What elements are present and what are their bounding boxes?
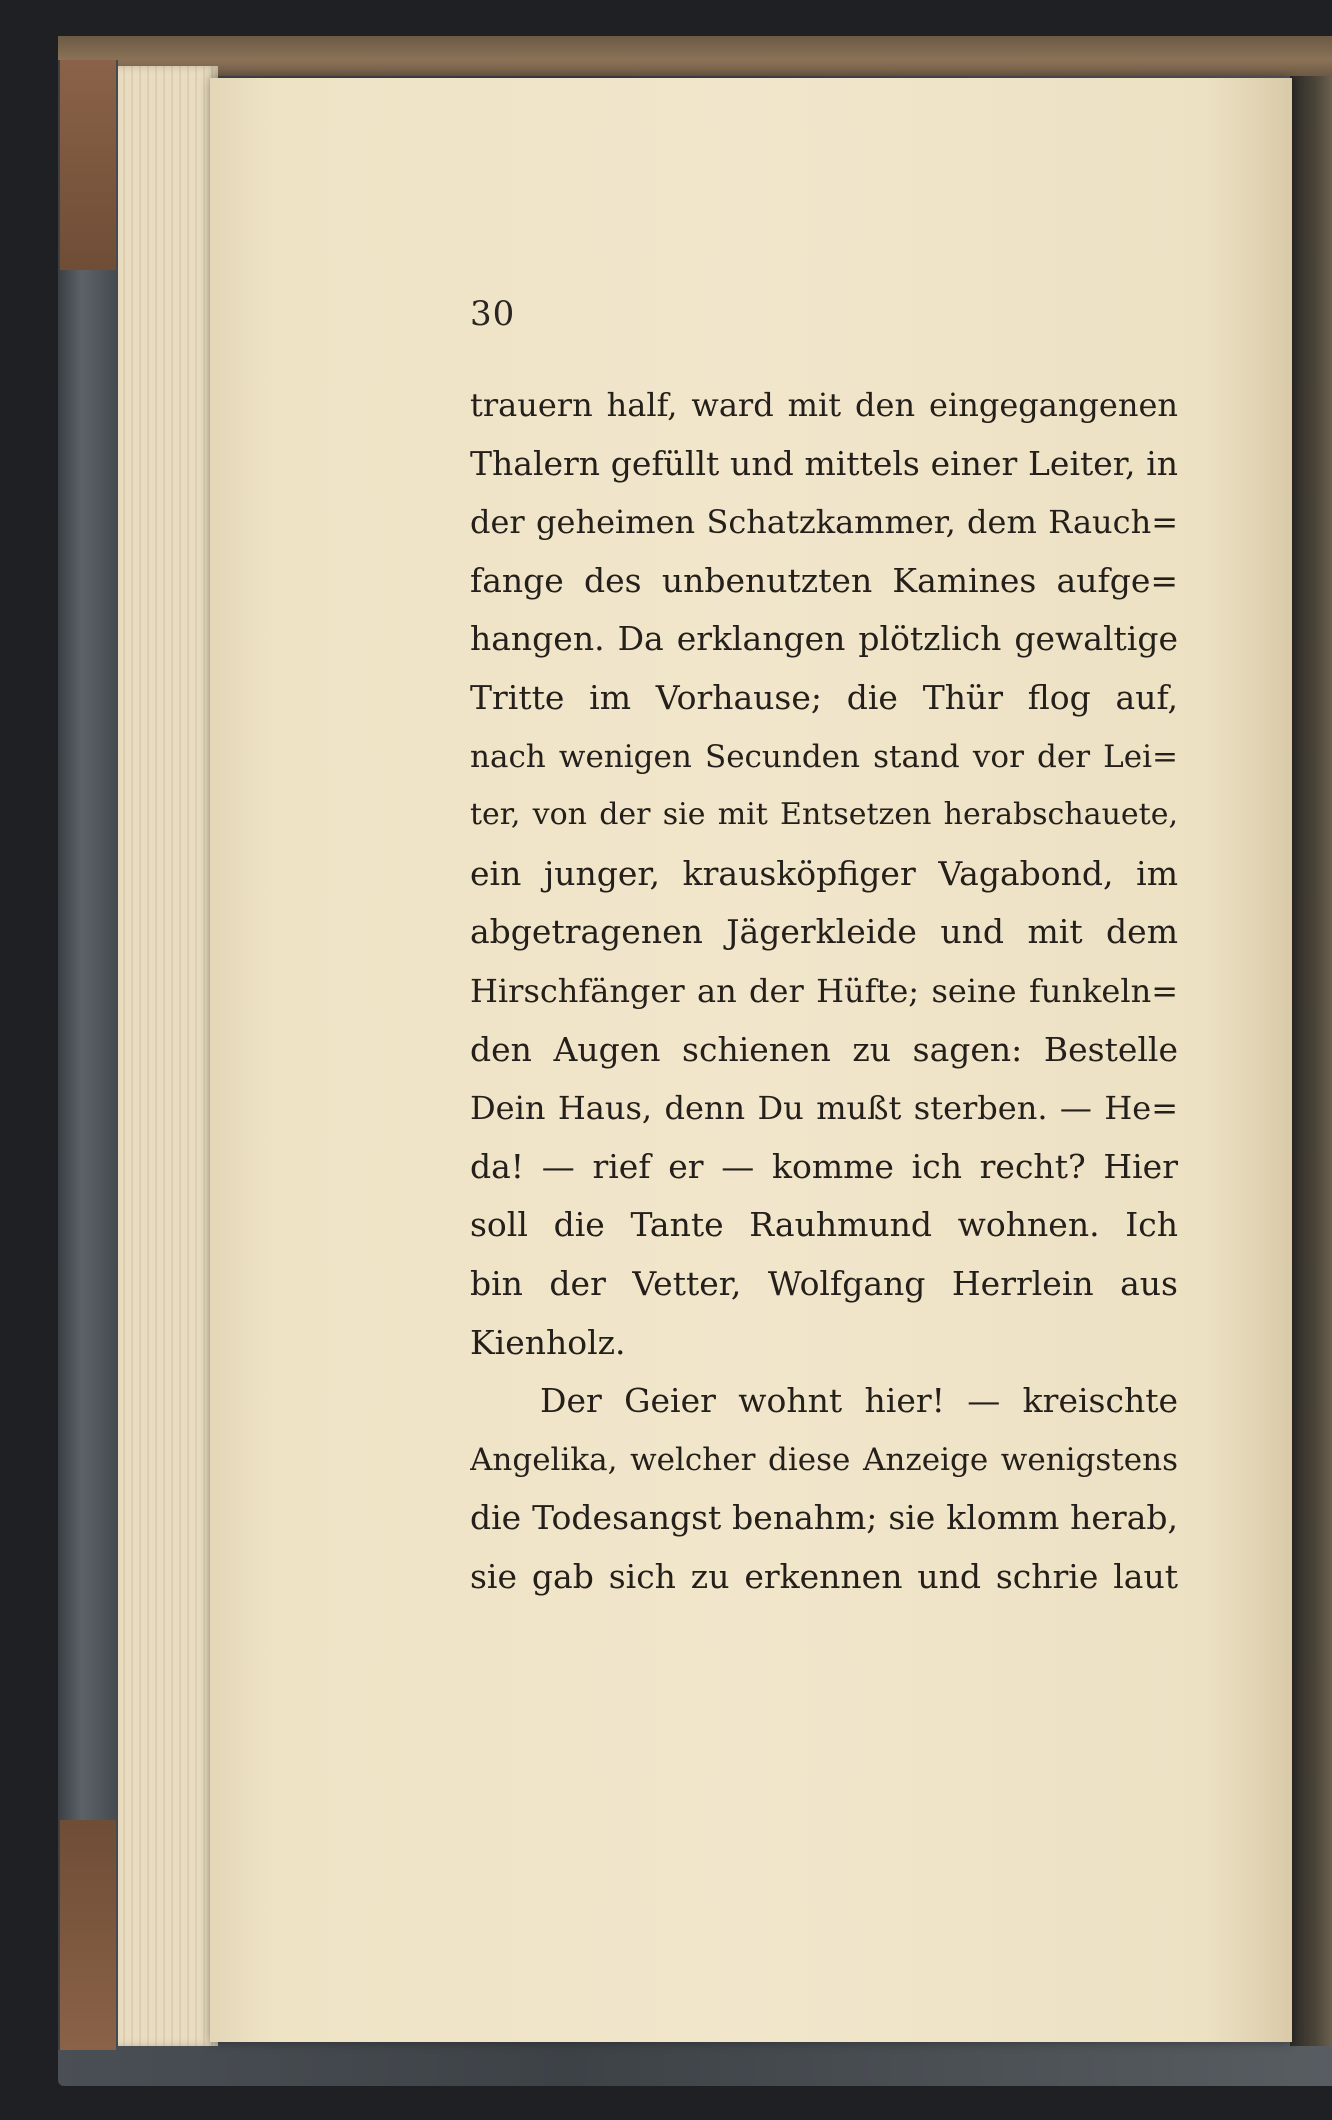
page-text <box>470 376 1178 1606</box>
text-line: Tritte im Vorhause; die Thür flog auf, <box>470 677 1178 717</box>
text-line: sie gab sich zu erkennen und schrie laut <box>470 1556 1178 1596</box>
text-line: die Todesangst benahm; sie klomm herab, <box>470 1498 1178 1538</box>
text-line: Dein Haus, denn Du mußt sterben. — He= <box>470 1089 1178 1128</box>
text-line: Hirschfänger an der Hüfte; seine funkeln= <box>470 971 1178 1010</box>
text-line: hangen. Da erklangen plötzlich gewaltige <box>470 619 1178 659</box>
text-line: den Augen schienen zu sagen: Bestelle <box>470 1029 1178 1069</box>
book-spine <box>58 60 118 2050</box>
text-line: Kienholz. <box>470 1322 626 1362</box>
leather-corner-top <box>60 60 116 270</box>
text-line: bin der Vetter, Wolfgang Herrlein aus <box>470 1263 1178 1303</box>
leather-corner-bottom <box>60 1820 116 2050</box>
text-line: der geheimen Schatzkammer, dem Rauch= <box>470 503 1178 542</box>
text-line: ein junger, krausköpfiger Vagabond, im <box>470 853 1178 893</box>
text-line: Der Geier wohnt hier! — kreischte <box>540 1381 1178 1421</box>
text-line: trauern half, ward mit den eingegangenen <box>470 386 1178 424</box>
page-number: 30 <box>470 294 516 334</box>
next-leaf-shadow <box>1290 76 1332 2046</box>
text-line: nach wenigen Secunden stand vor der Lei= <box>470 738 1178 775</box>
text-line: Angelika, welcher diese Anzeige wenigstens <box>470 1441 1178 1478</box>
text-line: soll die Tante Rauhmund wohnen. Ich <box>470 1205 1178 1245</box>
text-line: ter, von der sie mit Entsetzen herabschauete, <box>470 797 1178 833</box>
text-line: abgetragenen Jägerkleide und mit dem <box>470 912 1178 952</box>
text-line: Thalern gefüllt und mittels einer Leiter, in <box>470 443 1178 483</box>
text-line: da! — rief er — komme ich recht? Hier <box>470 1146 1178 1186</box>
page-stack-edge <box>118 66 218 2046</box>
cover-top-edge <box>58 36 1332 76</box>
text-line: fange des unbenutzten Kamines aufge= <box>470 560 1178 600</box>
